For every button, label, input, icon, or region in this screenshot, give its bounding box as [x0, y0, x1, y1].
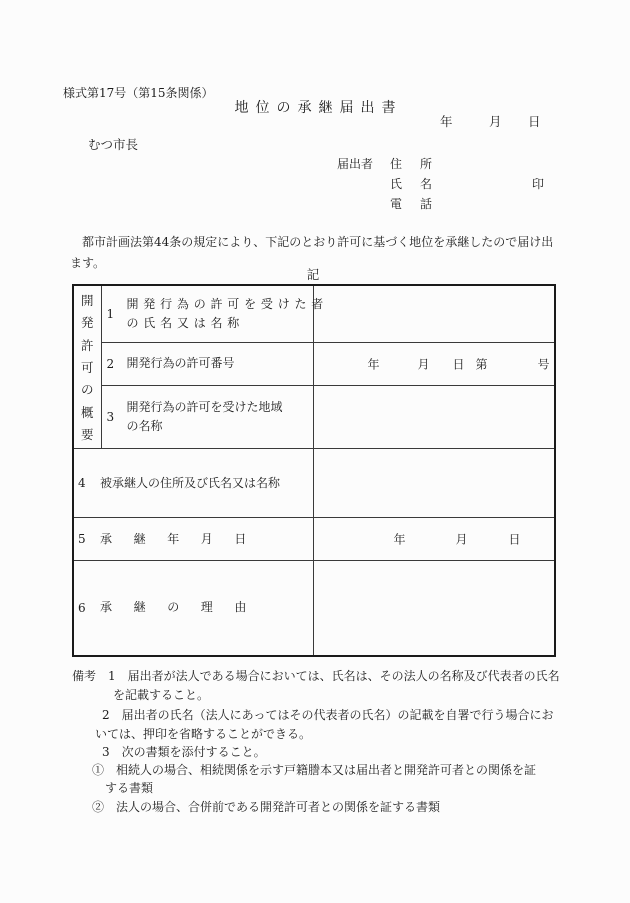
- succession-table: [72, 284, 556, 657]
- document-title: 地位の承継届出書: [234, 100, 403, 116]
- item-label: 開発行為の許可を受けた地域: [126, 399, 283, 414]
- value-cell-succession-date: [313, 518, 555, 561]
- label-cell-permit-area: [101, 385, 313, 448]
- form-number: 様式第17号（第15条関係）: [63, 86, 214, 100]
- addressee-mayor: むつ市長: [88, 137, 139, 152]
- item-number: 4: [78, 476, 86, 490]
- note-line: いては、押印を省略することができる。: [95, 727, 312, 741]
- date-day-label: 日: [528, 114, 541, 129]
- note-line: 備考 1 届出者が法人である場合においては、氏名は、その法人の名称及び代表者の氏名: [72, 669, 560, 683]
- side-header-char: の: [80, 382, 94, 398]
- label-cell-succession-date: [73, 518, 313, 561]
- side-header-char: 概: [80, 404, 94, 420]
- item-number: 3: [106, 409, 115, 424]
- item-label: の氏名又は名称: [126, 315, 245, 330]
- label-cell-permittee-name: [101, 285, 329, 342]
- note-line: ① 相続人の場合、相続関係を示す戸籍謄本又は届出者と開発許可者との関係を証: [92, 763, 537, 777]
- value-cell-permit-number: [313, 342, 555, 385]
- day-label: 日: [452, 357, 465, 372]
- item-label: 被承継人の住所及び氏名又は名称: [100, 475, 281, 490]
- label-cell-succession-reason: [73, 561, 313, 656]
- label-cell-permit-number: [101, 342, 313, 385]
- note-line: 3 次の書類を添付すること。: [102, 745, 266, 759]
- month-label: 月: [455, 532, 468, 547]
- value-cell-permittee-name: [313, 285, 555, 342]
- applicant-label: 届出者: [337, 157, 374, 171]
- item-number: 2: [106, 356, 115, 371]
- item-number: 5: [78, 532, 86, 546]
- number-suffix-label: 号: [537, 357, 550, 372]
- year-label: 年: [367, 357, 380, 372]
- body-paragraph-line: ます。: [70, 256, 106, 270]
- item-label: の名称: [126, 418, 163, 433]
- item-label: 開発行為の許可番号: [126, 356, 235, 371]
- number-prefix-label: 第: [475, 357, 488, 372]
- side-header-char: 開: [80, 293, 94, 308]
- side-header-char: 要: [80, 426, 94, 442]
- value-cell-succession-reason: [313, 561, 555, 656]
- side-header-development-permit-summary: [73, 285, 101, 449]
- item-number: 6: [78, 600, 86, 615]
- applicant-address-label: 住所: [390, 157, 451, 171]
- applicant-phone-label: 電話: [390, 197, 451, 211]
- note-line: を記載すること。: [113, 688, 210, 702]
- body-paragraph-line: 都市計画法第44条の規定により、下記のとおり許可に基づく地位を承継したので届け出: [70, 235, 554, 249]
- item-label: 承継年月日: [100, 531, 269, 546]
- side-header-char: 発: [80, 315, 94, 331]
- applicant-name-label: 氏名: [390, 177, 451, 191]
- item-label: 開発行為の許可を受けた者: [126, 296, 329, 311]
- value-cell-predecessor: [313, 449, 555, 518]
- year-label: 年: [393, 532, 406, 547]
- record-heading: 記: [306, 267, 320, 282]
- seal-label: 印: [532, 177, 545, 191]
- value-cell-permit-area: [313, 385, 555, 448]
- note-line: 2 届出者の氏名（法人にあってはその代表者の氏名）の記載を自署で行う場合にお: [102, 708, 554, 722]
- side-header-char: 許: [80, 337, 94, 353]
- date-month-label: 月: [489, 114, 502, 129]
- date-year-label: 年: [440, 114, 453, 129]
- item-label: 承継の理由: [100, 600, 269, 615]
- label-cell-predecessor: [73, 449, 313, 518]
- item-number: 1: [106, 306, 115, 321]
- month-label: 月: [417, 357, 430, 372]
- note-line: ② 法人の場合、合併前である開発許可者との関係を証する書類: [92, 800, 441, 814]
- day-label: 日: [508, 532, 521, 547]
- side-header-char: 可: [80, 359, 94, 375]
- note-line: する書類: [105, 781, 154, 795]
